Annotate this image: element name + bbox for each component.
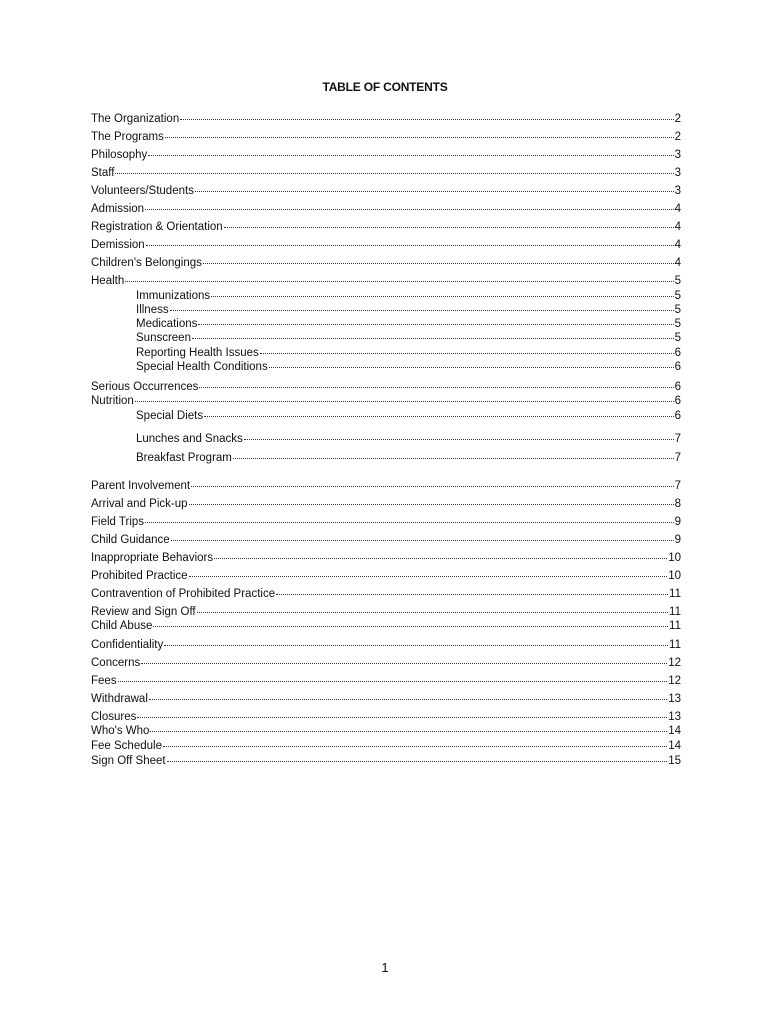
toc-entry-label: Lunches and Snacks [136,433,243,445]
dot-leader [191,486,674,487]
dot-leader [165,137,674,138]
toc-entry [91,498,681,512]
dot-leader [125,281,673,282]
dot-leader [145,209,674,210]
toc-entry [91,606,681,620]
toc-entry-label: Inappropriate Behaviors [91,552,214,564]
dot-leader [137,717,667,718]
toc-entry [91,381,681,395]
toc-subentry [136,410,681,424]
toc-entry-label: Child Guidance [91,534,170,546]
toc-entry-label: Sign Off Sheet [91,755,166,767]
toc-entry-page: 6 [674,395,681,407]
toc-entry-label: Confidentiality [91,639,164,651]
toc-entry-label: Immunizations [136,290,211,302]
toc-entry [91,275,681,289]
toc-entry-page: 4 [674,221,681,233]
toc-entry-page: 6 [674,347,681,359]
toc-entry [91,711,681,725]
toc-entry [91,239,681,253]
toc-entry [91,534,681,548]
toc-entry [91,185,681,199]
toc-subentry [136,290,681,304]
dot-leader [276,594,668,595]
toc-entry-label: Contravention of Prohibited Practice [91,588,276,600]
toc-entry [91,257,681,271]
toc-entry [91,203,681,217]
toc-entry-page: 10 [668,552,681,564]
toc-entry-label: Reporting Health Issues [136,347,259,359]
toc-entry-label: Withdrawal [91,693,148,705]
toc-entry [91,113,681,127]
toc-entry-label: Field Trips [91,516,145,528]
toc-entry-page: 7 [674,433,681,445]
toc-entry-page: 3 [674,185,681,197]
toc-entry [91,657,681,671]
toc-entry-page: 5 [674,318,681,330]
toc-entry [91,740,681,754]
toc-entry [91,167,681,181]
dot-leader [148,155,673,156]
toc-entry-label: Admission [91,203,145,215]
toc-entry-label: Staff [91,167,115,179]
toc-entry-label: Illness [136,304,169,316]
toc-entry-label: Parent Involvement [91,480,191,492]
dot-leader [150,731,667,732]
toc-entry-label: Special Health Conditions [136,361,268,373]
toc-entry-label: Sunscreen [136,332,191,344]
toc-entry-page: 7 [674,452,681,464]
toc-entry-page: 2 [674,113,681,125]
dot-leader [204,416,673,417]
toc-entry-label: Child Abuse [91,620,153,632]
toc-entry [91,149,681,163]
toc-entry [91,516,681,530]
toc-entry [91,480,681,494]
toc-entry-page: 4 [674,203,681,215]
toc-entry [91,221,681,235]
dot-leader [195,191,674,192]
toc-subentry [136,361,681,375]
toc-entry-page: 5 [674,275,681,287]
dot-leader [145,522,674,523]
toc-entry-page: 5 [674,304,681,316]
toc-entry-label: Closures [91,711,137,723]
toc-entry-page: 6 [674,381,681,393]
toc-entry [91,570,681,584]
dot-leader [180,119,673,120]
toc-subentry [136,304,681,318]
dot-leader [141,663,667,664]
toc-entry-page: 15 [668,755,681,767]
toc-entry-page: 14 [668,740,681,752]
toc-entry-label: Medications [136,318,198,330]
toc-entry-page: 4 [674,257,681,269]
toc-entry-page: 11 [669,639,681,651]
dot-leader [167,761,668,762]
dot-leader [197,612,668,613]
dot-leader [118,681,668,682]
dot-leader [153,626,668,627]
toc-entry-label: Who's Who [91,725,150,737]
toc-entry [91,755,681,769]
toc-entry-label: Volunteers/Students [91,185,194,197]
toc-entry-page: 12 [668,657,681,669]
dot-leader [171,540,674,541]
dot-leader [203,263,674,264]
toc-entry-page: 11 [669,620,681,632]
dot-leader [189,504,674,505]
toc-entry-label: Demission [91,239,145,251]
dot-leader [146,245,674,246]
dot-leader [260,353,674,354]
toc-entry-label: The Programs [91,131,164,143]
toc-entry [91,552,681,566]
toc-entry-page: 8 [674,498,681,510]
toc-entry-page: 3 [674,149,681,161]
toc-entry-label: Fee Schedule [91,740,162,752]
toc-entry [91,131,681,145]
toc-entry-page: 5 [674,290,681,302]
toc-entry [91,620,681,634]
dot-leader [244,439,674,440]
dot-leader [164,645,668,646]
toc-entry-page: 9 [674,516,681,528]
dot-leader [189,576,668,577]
toc-title: TABLE OF CONTENTS [322,80,448,94]
toc-subentry [136,332,681,346]
toc-entry-label: Nutrition [91,395,134,407]
toc-entry-label: Serious Occurrences [91,381,199,393]
toc-entry-label: Arrival and Pick-up [91,498,188,510]
toc-subentry [136,433,681,447]
dot-leader [211,296,673,297]
dot-leader [198,324,673,325]
toc-entry-page: 6 [674,361,681,373]
toc-entry-label: The Organization [91,113,180,125]
toc-entry-page: 12 [668,675,681,687]
toc-subentry [136,318,681,332]
dot-leader [214,558,667,559]
toc-entry-label: Prohibited Practice [91,570,188,582]
toc-entry [91,693,681,707]
toc-entry [91,725,681,739]
page-number: 1 [381,960,389,975]
dot-leader [199,387,673,388]
dot-leader [233,458,674,459]
toc-entry-label: Breakfast Program [136,452,232,464]
toc-entry-page: 9 [674,534,681,546]
toc-entry-page: 5 [674,332,681,344]
dot-leader [163,746,667,747]
dot-leader [224,227,674,228]
toc-entry-label: Registration & Orientation [91,221,223,233]
toc-entry-page: 4 [674,239,681,251]
toc-entry [91,639,681,653]
toc-entry-label: Special Diets [136,410,204,422]
toc-subentry [136,347,681,361]
toc-entry-page: 13 [668,711,681,723]
toc-entry-page: 2 [674,131,681,143]
toc-entry-page: 11 [669,606,681,618]
toc-entry-label: Children's Belongings [91,257,202,269]
toc-entry-label: Review and Sign Off [91,606,196,618]
toc-entry-page: 13 [668,693,681,705]
dot-leader [192,338,674,339]
toc-entry-page: 11 [669,588,681,600]
toc-entry-page: 6 [674,410,681,422]
toc-entry-label: Concerns [91,657,141,669]
dot-leader [269,367,674,368]
dot-leader [135,401,674,402]
toc-entry-label: Fees [91,675,117,687]
dot-leader [149,699,667,700]
dot-leader [115,173,673,174]
toc-subentry [136,452,681,466]
toc-entry-page: 14 [668,725,681,737]
toc-entry-page: 10 [668,570,681,582]
toc-entry-label: Health [91,275,125,287]
toc-entry [91,675,681,689]
dot-leader [170,310,674,311]
toc-entry-page: 3 [674,167,681,179]
toc-entry-label: Philosophy [91,149,148,161]
toc-entry [91,395,681,409]
toc-entry [91,588,681,602]
toc-entry-page: 7 [674,480,681,492]
